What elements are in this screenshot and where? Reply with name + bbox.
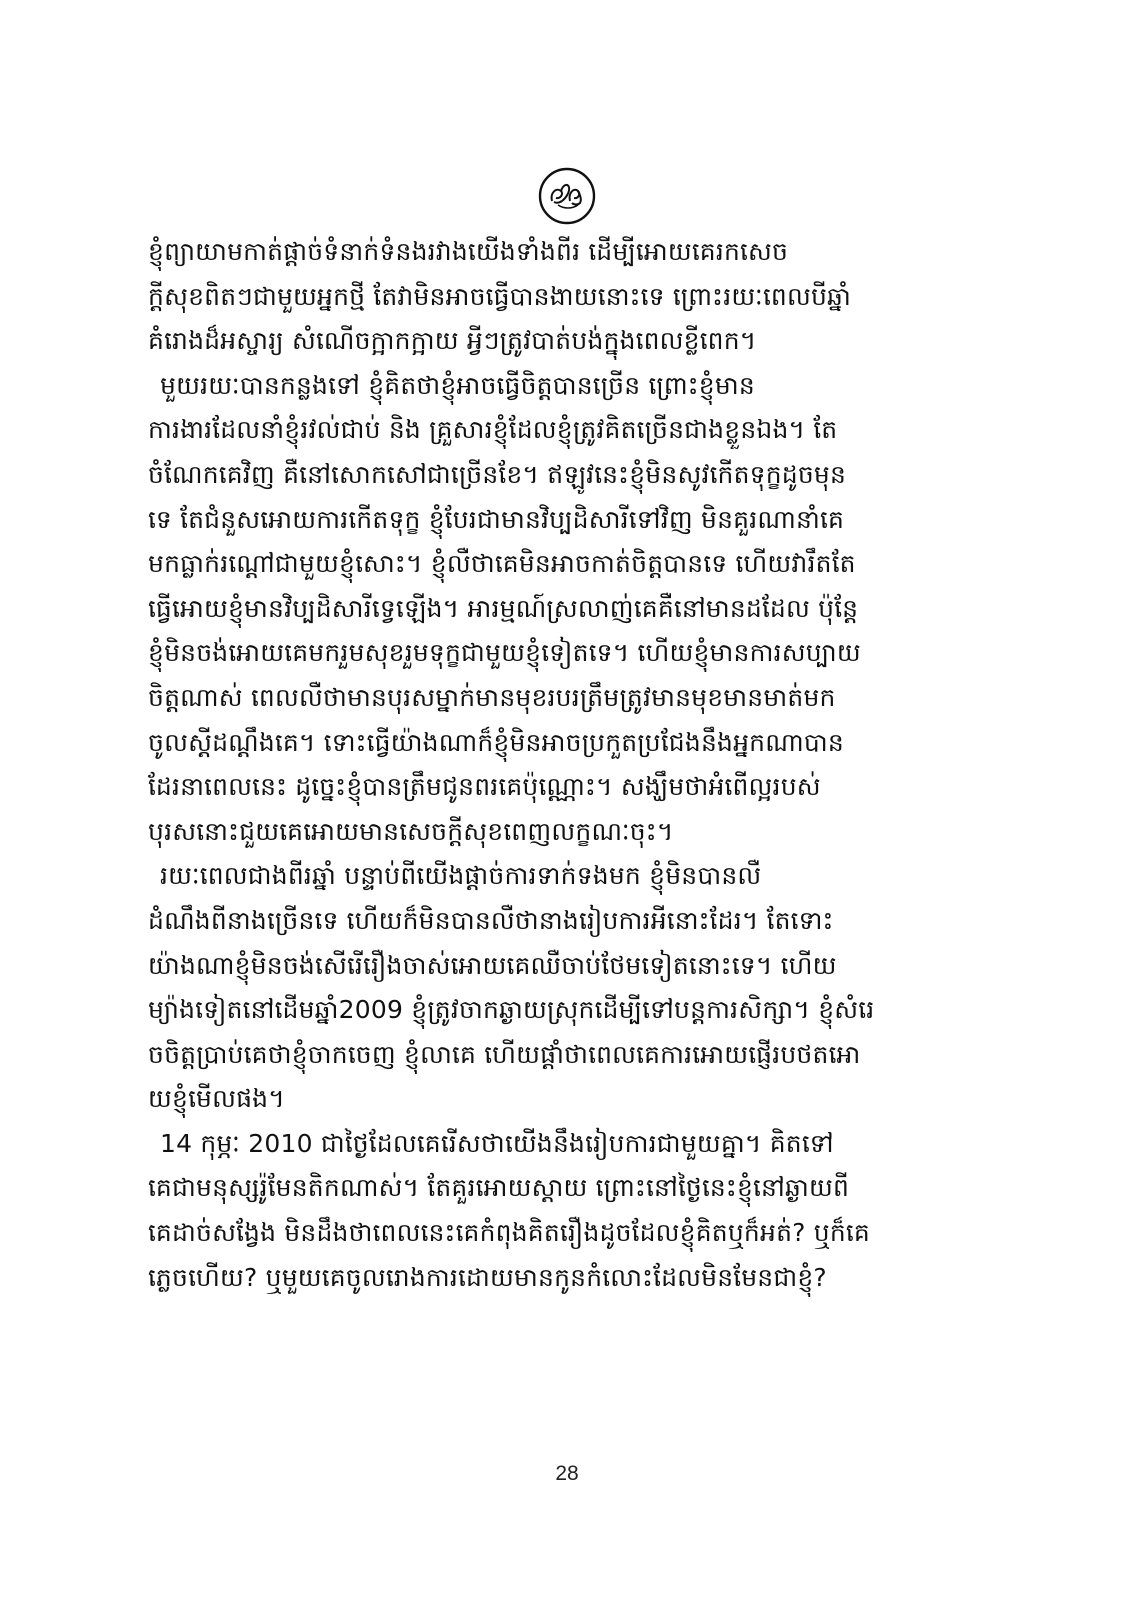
text-line: ធ្វើអោយខ្ញុំមានវិប្បដិសារីទ្វេឡើង។ អារម្មណ៍ស្រលាញ់គេគឺនៅមានដដែល ប៉ុន្តែ — [148, 593, 859, 623]
text-line: ក្តីសុខពិតៗជាមួយអ្នកថ្មី តែវាមិនអាចធ្វើបានងាយនោះទេ ព្រោះរយៈពេលបីឆ្នាំ — [148, 281, 852, 311]
text-line: មកធ្លាក់រណ្តៅជាមួយខ្ញុំសោះ។ ខ្ញុំលឺថាគេមិនអាចកាត់ចិត្តបានទេ ហើយវារឹតតែ — [148, 549, 856, 579]
text-line: មួយរយៈបានកន្លងទៅ ខ្ញុំគិតថាខ្ញុំអាចធ្វើចិត្តបានច្រើន ព្រោះខ្ញុំមាន — [160, 370, 755, 400]
text-line: គេជាមនុស្សរ៉ូមែនតិកណាស់។ តែគួរអោយស្តាយ ព្រោះនៅថ្ងៃនេះខ្ញុំនៅឆ្ងាយពី — [148, 1173, 850, 1203]
text-line: បុរសនោះជួយគេអោយមានសេចក្តីសុខពេញលក្ខណៈចុះ។ — [148, 816, 674, 846]
text-line: ចំណែកគេវិញ គឺនៅសោកសៅជាច្រើនខែ។ ឥឡូវនេះខ្ញុំមិនសូវកើតទុក្ខដូចមុន — [148, 459, 847, 489]
text-line: ចចិត្តប្រាប់គេថាខ្ញុំចាកចេញ ខ្ញុំលាគេ ហើយផ្តាំថាពេលគេការអោយផ្ញើរបថតអោ — [148, 1039, 861, 1069]
text-line: ដែរនាពេលនេះ ដូច្នេះខ្ញុំបានត្រឹមជូនពរគេប៉ុណ្ណោះ។ សង្ឃឹមថាអំពើល្អរបស់ — [148, 772, 821, 802]
text-line: រយៈពេលជាងពីរឆ្នាំ បន្ទាប់ពីយើងផ្តាច់ការទាក់ទងមក ខ្ញុំមិនបានលឺ — [160, 861, 762, 891]
khmer-numeral-28-circle-icon — [536, 165, 598, 227]
text-line: ដំណឹងពីនាងច្រើនទេ ហើយក៏មិនបានលឺថានាងរៀបការអីនោះដែរ។ តែទោះ — [148, 905, 834, 935]
text-line: ភ្លេចហើយ? ឬមួយគេចូលរោងការដោយមានកូនកំលោះដែលមិនមែនជាខ្ញុំ? — [148, 1262, 827, 1292]
text-line: ទេ តែជំនួសអោយការកើតទុក្ខ ខ្ញុំបែរជាមានវិប្បដិសារីទៅវិញ មិនគួរណានាំគេ — [148, 504, 845, 534]
text-line: យ៉ាងណាខ្ញុំមិនចង់សើរើរឿងចាស់អោយគេឈឺចាប់ថែមទៀតនោះទេ។ ហើយ — [148, 950, 837, 980]
text-line: ចូលស្តីដណ្តឹងគេ។ ទោះធ្វើយ៉ាងណាក៏ខ្ញុំមិនអាចប្រកួតប្រជែងនឹងអ្នកណាបាន — [148, 727, 844, 757]
text-line: ការងារដែលនាំខ្ញុំរវល់ជាប់ និង គ្រួសារខ្ញុំដែលខ្ញុំត្រូវគិតច្រើនជាងខ្លួនឯង។ តែ — [148, 415, 838, 445]
text-line: ចិត្តណាស់ ពេលលឺថាមានបុរសម្នាក់មានមុខរបរត្រឹមត្រូវមានមុខមានមាត់មក — [148, 682, 836, 712]
text-line: គេដាច់សង្វែង មិនដឹងថាពេលនេះគេកំពុងគិតរឿងដូចដែលខ្ញុំគិតឬក៏អត់? ឬក៏គេ — [148, 1218, 870, 1248]
text-line: យខ្ញុំមើលផង។ — [148, 1084, 285, 1114]
text-line: គំរោងដ៏អស្ចារ្យ សំណើចក្អាកក្អាយ អ្វីៗត្រូវបាត់បង់ក្នុងពេលខ្លីពេក។ — [148, 326, 757, 356]
body-text — [148, 230, 988, 1300]
chapter-number-emblem-icon — [536, 165, 598, 227]
page-number: 28 — [555, 1462, 579, 1485]
text-line: ខ្ញុំមិនចង់អោយគេមករួមសុខរួមទុក្ខជាមួយខ្ញុំទៀតទេ។ ហើយខ្ញុំមានការសប្បាយ — [148, 638, 861, 668]
text-line: ខ្ញុំព្យាយាមកាត់ផ្តាច់ទំនាក់ទំនងរវាងយើងទាំងពីរ ដើម្បីអោយគេរកសេច — [148, 237, 789, 266]
text-line: 14 កុម្ភៈ 2010 ជាថ្ងៃដែលគេរើសថាយើងនឹងរៀបការជាមួយគ្នា។ គិតទៅ — [160, 1128, 834, 1158]
text-line: ម្យ៉ាងទៀតនៅដើមឆ្នាំ2009 ខ្ញុំត្រូវចាកឆ្ងាយស្រុកដើម្បីទៅបន្តការសិក្សា។ ខ្ញុំសំរេ — [148, 995, 875, 1025]
